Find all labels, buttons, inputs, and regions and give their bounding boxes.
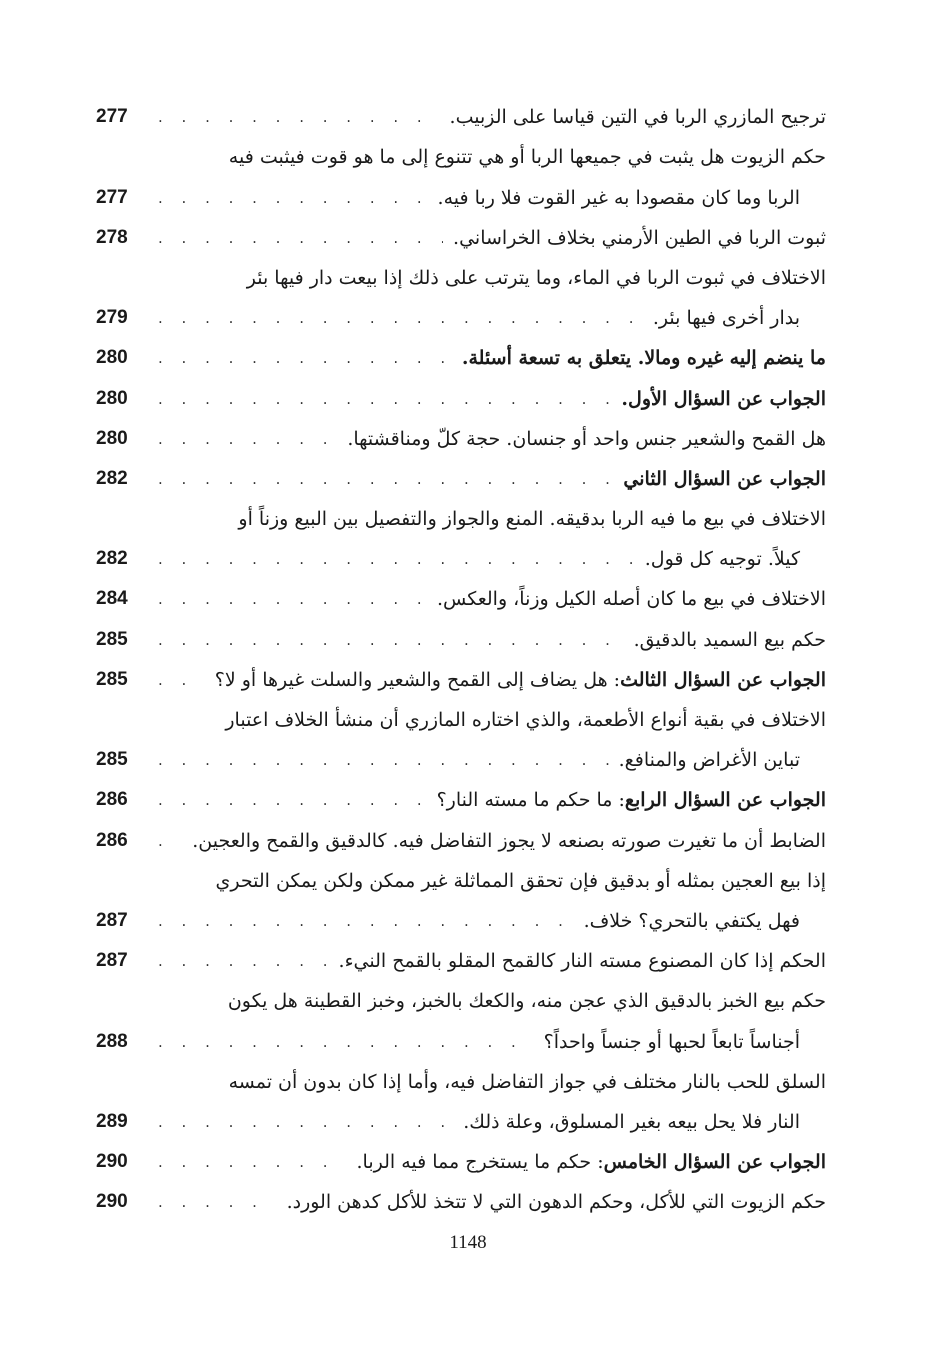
toc-entry-text bbox=[215, 669, 826, 691]
toc-entry-text: حكم الزيوت هل يثبت في جميعها الربا أو هي تتنوع إلى ما هو قوت فيثبت فيه bbox=[228, 146, 826, 169]
toc-entry-line bbox=[96, 369, 826, 409]
toc-entry bbox=[96, 410, 826, 450]
toc-page-number: 277 bbox=[96, 186, 128, 208]
toc-page-number: 286 bbox=[96, 829, 128, 851]
toc-entry-line bbox=[96, 329, 826, 369]
toc-entry-heading: الجواب عن السؤال الثاني bbox=[623, 467, 826, 490]
dot-leader bbox=[158, 1153, 347, 1173]
toc-entry-text: حكم بيع الخبز بالدقيق الذي عجن منه، والكعك بالخبز، وخبز القطينة هل يكون bbox=[227, 990, 826, 1013]
toc-entry-rest: : هل يضاف إلى القمح والشعير والسلت غيرها أو لا؟ bbox=[214, 668, 621, 691]
toc-entry bbox=[96, 128, 826, 208]
toc-entry-text: الضابط أن ما تغيرت صورته بصنعه لا يجوز التفاضل فيه. كالدقيق والقمح والعجين. bbox=[192, 829, 826, 852]
toc-entry-line bbox=[96, 771, 826, 811]
toc-entry bbox=[96, 771, 826, 811]
toc-entry-heading: الجواب عن السؤال الثالث bbox=[620, 668, 826, 691]
toc-page-number: 282 bbox=[96, 548, 128, 570]
dot-leader bbox=[158, 1113, 453, 1133]
dot-leader bbox=[158, 791, 427, 811]
toc-entry-heading: ما ينضم إليه غيره ومالا. يتعلق به تسعة أسئلة. bbox=[461, 347, 826, 370]
toc-page-number: 285 bbox=[96, 628, 128, 650]
dot-leader bbox=[158, 390, 611, 410]
toc-entry-line bbox=[96, 249, 826, 289]
toc-entry bbox=[96, 88, 826, 128]
dot-leader bbox=[158, 1033, 534, 1053]
toc-entry bbox=[96, 1173, 826, 1213]
toc-page-number: 285 bbox=[96, 749, 128, 771]
toc-entry-line bbox=[96, 570, 826, 610]
toc-entry-heading: الجواب عن السؤال الرابع bbox=[624, 789, 826, 812]
toc-entry-text bbox=[462, 347, 826, 369]
toc-entry-line bbox=[96, 1133, 826, 1173]
toc-entry-text: السلق للحب بالنار مختلف في جواز التفاضل فيه، وأما إذا كان بدون أن تمسه bbox=[228, 1070, 826, 1093]
toc-entry bbox=[96, 972, 826, 1052]
toc-page-number: 280 bbox=[96, 387, 128, 409]
toc-entry-text: الاختلاف في ثبوت الربا في الماء، وما يترتب على ذلك إذا بيعت دار فيها بئر bbox=[246, 266, 826, 289]
toc-page-number: 279 bbox=[96, 307, 128, 329]
toc-entry bbox=[96, 932, 826, 972]
toc-page-number: 284 bbox=[96, 588, 128, 610]
dot-leader bbox=[158, 631, 624, 651]
toc-entry bbox=[96, 369, 826, 409]
page-number: 1148 bbox=[449, 1232, 487, 1253]
toc-entry-line bbox=[96, 651, 826, 691]
toc-page-number: 288 bbox=[96, 1030, 128, 1052]
toc-entry-text: تباين الأغراض والمنافع. bbox=[618, 749, 800, 772]
toc-page-number: 286 bbox=[96, 789, 128, 811]
toc-entry-text: هل القمح والشعير جنس واحد أو جنسان. حجة كلّ ومناقشتها. bbox=[347, 427, 826, 450]
dot-leader bbox=[158, 189, 428, 209]
toc-entry-line bbox=[96, 168, 826, 208]
toc-entry-line bbox=[96, 691, 826, 731]
toc-entry-line bbox=[96, 731, 826, 771]
toc-entry bbox=[96, 450, 826, 490]
dot-leader bbox=[158, 590, 427, 610]
toc-entry-line bbox=[96, 289, 826, 329]
toc-entry-line bbox=[96, 530, 826, 570]
toc-page-number: 282 bbox=[96, 467, 128, 489]
toc-entry-text: فهل يكتفي بالتحري؟ خلاف. bbox=[583, 909, 800, 932]
toc-entry-line bbox=[96, 852, 826, 892]
dot-leader bbox=[158, 309, 643, 329]
toc-entry bbox=[96, 490, 826, 570]
toc-entry bbox=[96, 570, 826, 610]
toc-entry-text bbox=[357, 1151, 827, 1173]
toc-entry-line bbox=[96, 892, 826, 932]
toc-entry-line bbox=[96, 610, 826, 650]
toc-entry bbox=[96, 329, 826, 369]
table-of-contents bbox=[96, 88, 826, 1213]
toc-entry-line bbox=[96, 1053, 826, 1093]
toc-entry-line bbox=[96, 1012, 826, 1052]
toc-entry-line bbox=[96, 811, 826, 851]
toc-entry-text: أجناساً تابعاً لحبها أو جنساً واحداً؟ bbox=[543, 1030, 800, 1053]
toc-entry-text: حكم بيع السميد بالدقيق. bbox=[633, 628, 826, 651]
toc-page-number: 280 bbox=[96, 347, 128, 369]
toc-page-number: 277 bbox=[96, 106, 128, 128]
toc-entry-heading: الجواب عن السؤال الأول. bbox=[621, 387, 826, 410]
toc-entry bbox=[96, 1053, 826, 1133]
toc-entry-line bbox=[96, 932, 826, 972]
toc-page-number: 287 bbox=[96, 950, 128, 972]
dot-leader bbox=[158, 952, 329, 972]
toc-page-number: 278 bbox=[96, 226, 128, 248]
toc-entry-text: ترجيح المازري الربا في التين قياسا على الزبيب. bbox=[449, 106, 826, 129]
toc-entry-text: كيلاً. توجيه كل قول. bbox=[644, 548, 800, 571]
toc-entry-line bbox=[96, 209, 826, 249]
dot-leader bbox=[158, 349, 452, 369]
toc-entry-text bbox=[621, 388, 826, 410]
dot-leader bbox=[158, 430, 337, 450]
toc-entry bbox=[96, 651, 826, 691]
toc-entry-text: ثبوت الربا في الطين الأرمني بخلاف الخراساني. bbox=[453, 226, 826, 249]
toc-entry-line bbox=[96, 88, 826, 128]
toc-entry-text bbox=[623, 468, 826, 490]
toc-entry bbox=[96, 852, 826, 932]
toc-entry-heading: الجواب عن السؤال الخامس bbox=[603, 1151, 826, 1174]
toc-entry-line bbox=[96, 450, 826, 490]
toc-entry bbox=[96, 811, 826, 851]
toc-entry-text: الاختلاف في بقية أنواع الأطعمة، والذي اختاره المازري أن منشأ الخلاف اعتبار bbox=[225, 709, 826, 731]
toc-entry-rest: : ما حكم ما مسته النار؟ bbox=[436, 789, 625, 812]
toc-entry-text bbox=[437, 789, 826, 811]
dot-leader bbox=[158, 751, 609, 771]
toc-entry-text: الاختلاف في بيع ما فيه الربا بدقيقه. المنع والجواز والتفصيل بين البيع وزناً أو bbox=[238, 508, 826, 531]
dot-leader bbox=[158, 108, 440, 128]
toc-entry bbox=[96, 209, 826, 249]
toc-entry-line bbox=[96, 1093, 826, 1133]
toc-entry-line bbox=[96, 972, 826, 1012]
toc-page-number: 290 bbox=[96, 1151, 128, 1173]
toc-entry-text: الاختلاف في بيع ما كان أصله الكيل وزناً، والعكس. bbox=[436, 588, 826, 611]
toc-entry-text: النار فلا يحل بيعه بغير المسلوق، وعلة ذلك. bbox=[463, 1110, 800, 1133]
dot-leader bbox=[158, 832, 182, 852]
toc-entry-line bbox=[96, 410, 826, 450]
toc-entry bbox=[96, 610, 826, 650]
dot-leader bbox=[158, 229, 443, 249]
toc-entry bbox=[96, 1133, 826, 1173]
toc-page-number: 285 bbox=[96, 668, 128, 690]
toc-entry-text: الربا وما كان مقصودا به غير القوت فلا ربا فيه. bbox=[437, 186, 800, 209]
toc-entry-text: بدار أخرى فيها بئر. bbox=[652, 307, 800, 330]
toc-entry-text: حكم الزيوت التي للأكل، وحكم الدهون التي لا تتخذ للأكل كدهن الورد. bbox=[286, 1191, 826, 1214]
toc-entry-rest: : حكم ما يستخرج مما فيه الربا. bbox=[356, 1151, 604, 1174]
toc-entry-line bbox=[96, 1173, 826, 1213]
toc-entry-line bbox=[96, 490, 826, 530]
toc-entry-text: إذا بيع العجين بمثله أو بدقيق فإن تحقق المماثلة غير ممكن ولكن يمكن التحري bbox=[215, 869, 826, 892]
dot-leader bbox=[158, 550, 635, 570]
toc-entry bbox=[96, 691, 826, 771]
toc-entry bbox=[96, 249, 826, 329]
toc-entry-line bbox=[96, 128, 826, 168]
toc-page-number: 280 bbox=[96, 427, 128, 449]
toc-entry-text: الحكم إذا كان المصنوع مسته النار كالقمح المقلو بالقمح النيء. bbox=[338, 950, 826, 973]
toc-page-number: 289 bbox=[96, 1110, 128, 1132]
dot-leader bbox=[158, 470, 613, 490]
dot-leader bbox=[158, 912, 574, 932]
dot-leader bbox=[158, 671, 205, 691]
dot-leader bbox=[158, 1193, 277, 1213]
toc-page-number: 290 bbox=[96, 1191, 128, 1213]
toc-page-number: 287 bbox=[96, 909, 128, 931]
